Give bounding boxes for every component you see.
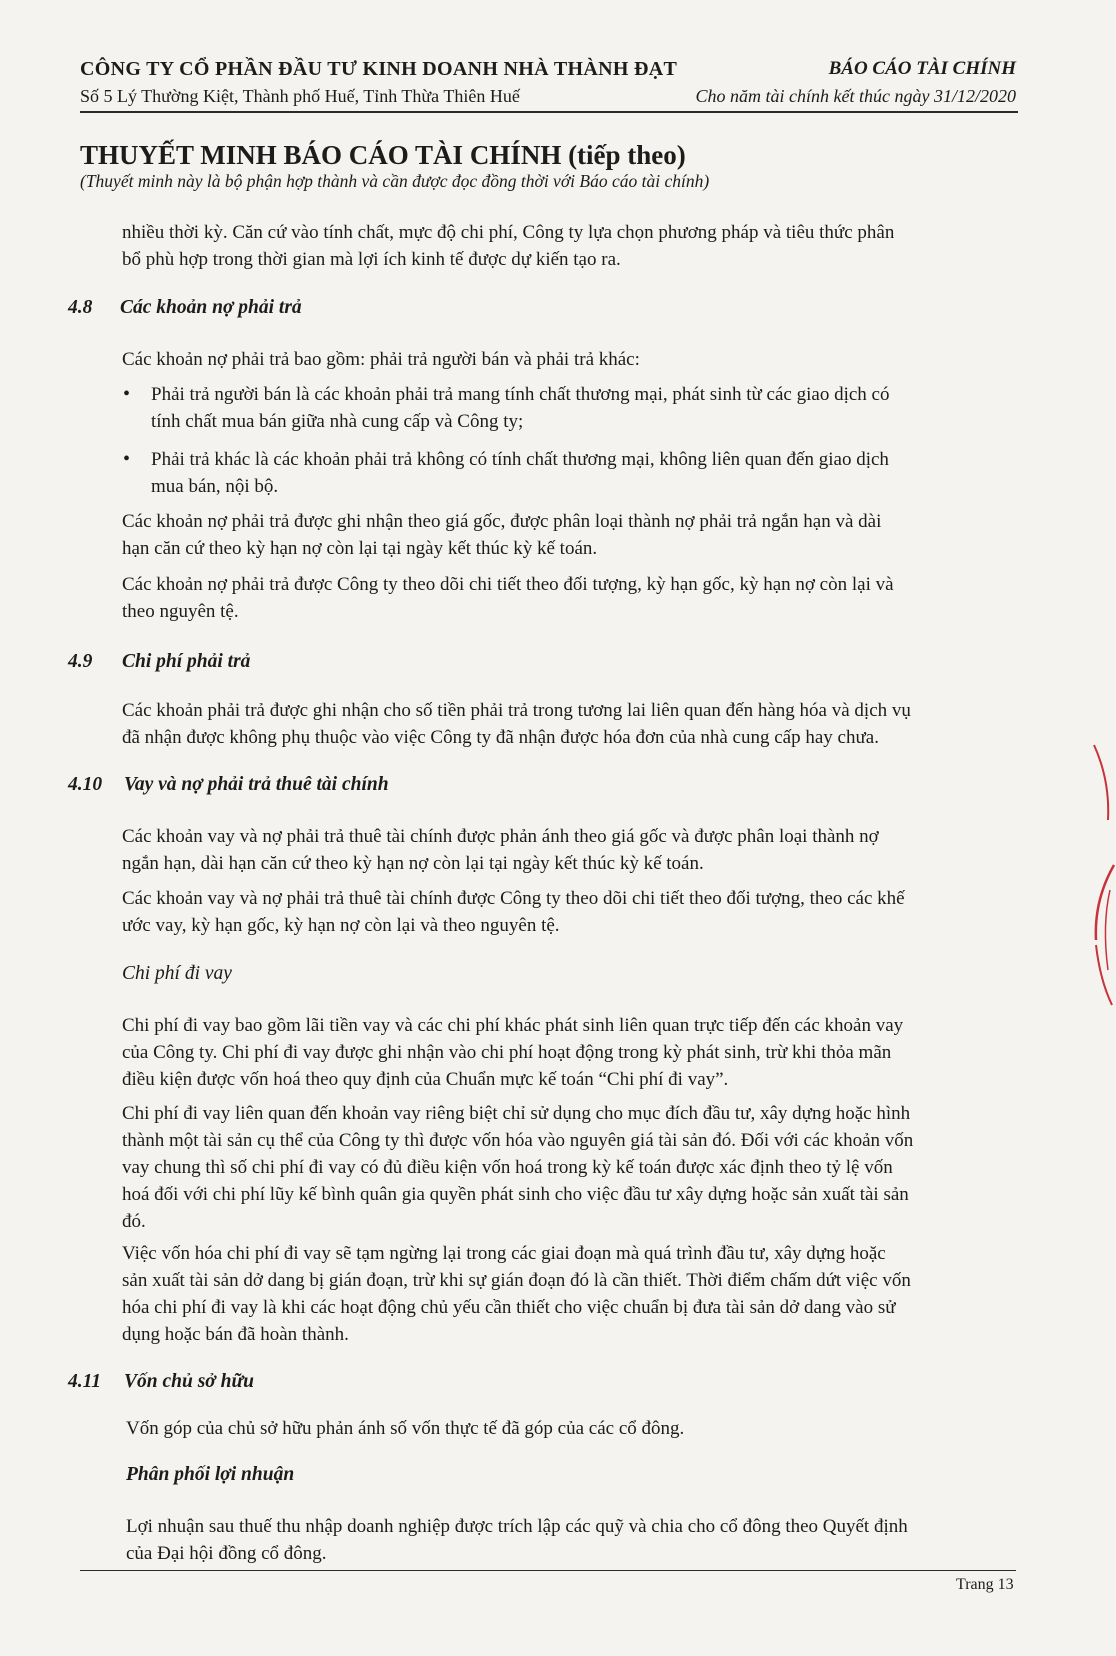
footer-divider [80,1570,1016,1571]
s48-bullet-1-line-1: Phải trả người bán là các khoản phải trả mang tính chất thương mại, phát sinh từ các giao dịch có [151,384,890,405]
company-name: CÔNG TY CỔ PHẦN ĐẦU TƯ KINH DOANH NHÀ THÀNH ĐẠT [80,58,678,80]
page-number: Trang 13 [956,1576,1014,1593]
s410-para-4-line-2: thành một tài sản cụ thể của Công ty thì được vốn hóa vào nguyên giá tài sản đó. Đối với các khoản vốn [122,1130,914,1151]
s410-para-2-line-1: Các khoản vay và nợ phải trả thuê tài chính được Công ty theo dõi chi tiết theo đối tượng, theo các khế [122,888,905,909]
s48-para-3-line-2: theo nguyên tệ. [122,601,239,622]
section-4-8-title: Các khoản nợ phải trả [120,297,302,318]
s48-bullet-2-line-2: mua bán, nội bộ. [151,476,279,497]
s49-para-line-2: đã nhận được không phụ thuộc vào việc Công ty đã nhận được hóa đơn của nhà cung cấp hay chưa. [122,727,879,748]
s410-para-5-line-2: sản xuất tài sản dở dang bị gián đoạn, trừ khi sự gián đoạn đó là cần thiết. Thời điểm chấm dứt việc vốn [122,1270,911,1291]
section-4-11-number: 4.11 [68,1371,102,1392]
section-4-10-title: Vay và nợ phải trả thuê tài chính [124,774,389,795]
report-title: BÁO CÁO TÀI CHÍNH [828,58,1016,79]
document-title: THUYẾT MINH BÁO CÁO TÀI CHÍNH (tiếp theo) [80,140,686,170]
intro-line-1: nhiều thời kỳ. Căn cứ vào tính chất, mực độ chi phí, Công ty lựa chọn phương pháp và tiêu thức phân [122,222,895,243]
s48-para-2-line-2: hạn căn cứ theo kỳ hạn nợ còn lại tại ngày kết thúc kỳ kế toán. [122,538,598,559]
s48-para-2-line-1: Các khoản nợ phải trả được ghi nhận theo giá gốc, được phân loại thành nợ phải trả ngắn hạn và dài [122,511,882,532]
s410-para-1-line-2: ngắn hạn, dài hạn căn cứ theo kỳ hạn nợ còn lại tại ngày kết thúc kỳ kế toán. [122,853,704,874]
header-row-top [80,58,1016,81]
company-address: Số 5 Lý Thường Kiệt, Thành phố Huế, Tỉnh Thừa Thiên Huế [80,86,520,106]
document-subtitle: (Thuyết minh này là bộ phận hợp thành và cần được đọc đồng thời với Báo cáo tài chính) [80,171,710,191]
s49-para-line-1: Các khoản phải trả được ghi nhận cho số tiền phải trả trong tương lai liên quan đến hàng hóa và dịch vụ [122,700,911,721]
bullet-icon: • [123,448,131,470]
s410-para-4-line-3: vay chung thì số chi phí đi vay có đủ điều kiện vốn hoá trong kỳ kế toán được xác định theo tỷ lệ vốn [122,1157,893,1178]
section-4-9-number: 4.9 [68,651,93,672]
subheading-profit-distribution: Phân phối lợi nhuận [126,1464,295,1485]
s410-para-5-line-1: Việc vốn hóa chi phí đi vay sẽ tạm ngừng lại trong các giai đoạn mà quá trình đầu tư, xây dựng hoặc [122,1243,886,1264]
section-4-11-title: Vốn chủ sở hữu [124,1371,254,1392]
s48-bullet-2-line-1: Phải trả khác là các khoản phải trả không có tính chất thương mại, không liên quan đến giao dịch [151,449,889,470]
bullet-icon: • [123,383,131,405]
s410-para-3-line-2: của Công ty. Chi phí đi vay được ghi nhận vào chi phí hoạt động trong kỳ phát sinh, trừ khi thỏa mãn [122,1042,892,1063]
section-4-9-title: Chi phí phải trả [122,651,251,672]
s410-para-3-line-3: điều kiện được vốn hoá theo quy định của Chuẩn mực kế toán “Chi phí đi vay”. [122,1069,729,1090]
s411-para-2-line-1: Lợi nhuận sau thuế thu nhập doanh nghiệp được trích lập các quỹ và chia cho cổ đông theo Quyết định [126,1516,908,1537]
s410-para-5-line-4: dụng hoặc bán đã hoàn thành. [122,1324,349,1345]
s410-para-5-line-3: hóa chi phí đi vay là khi các hoạt động chủ yếu cần thiết cho việc chuẩn bị đưa tài sản dở dang vào sử [122,1297,896,1318]
s411-para-2-line-2: của Đại hội đồng cổ đông. [126,1543,327,1564]
header-row-bottom [80,86,1016,107]
section-4-10-number: 4.10 [68,774,103,795]
company-seal-partial [1090,740,1116,1070]
fiscal-period: Cho năm tài chính kết thúc ngày 31/12/2020 [695,86,1016,106]
s410-para-2-line-2: ước vay, kỳ hạn gốc, kỳ hạn nợ còn lại và theo nguyên tệ. [122,915,560,936]
section-4-8-number: 4.8 [68,297,93,318]
s48-bullet-1-line-2: tính chất mua bán giữa nhà cung cấp và Công ty; [151,411,524,432]
s410-para-4-line-1: Chi phí đi vay liên quan đến khoản vay riêng biệt chỉ sử dụng cho mục đích đầu tư, xây dựng hoặc hình [122,1103,911,1124]
header-divider [80,111,1018,113]
subheading-borrowing-costs: Chi phí đi vay [122,963,232,984]
s410-para-3-line-1: Chi phí đi vay bao gồm lãi tiền vay và các chi phí khác phát sinh liên quan trực tiếp đến các khoản vay [122,1015,904,1036]
s411-para-1: Vốn góp của chủ sở hữu phản ánh số vốn thực tế đã góp của các cổ đông. [126,1418,685,1439]
s410-para-4-line-5: đó. [122,1211,146,1232]
s410-para-1-line-1: Các khoản vay và nợ phải trả thuê tài chính được phản ánh theo giá gốc và được phân loại thành nợ [122,826,879,847]
intro-line-2: bổ phù hợp trong thời gian mà lợi ích kinh tế được dự kiến tạo ra. [122,249,621,270]
s48-intro: Các khoản nợ phải trả bao gồm: phải trả người bán và phải trả khác: [122,349,640,370]
s48-para-3-line-1: Các khoản nợ phải trả được Công ty theo dõi chi tiết theo đối tượng, kỳ hạn gốc, kỳ hạn nợ còn lại và [122,574,894,595]
s410-para-4-line-4: hoá đối với chi phí lũy kế bình quân gia quyền phát sinh cho việc đầu tư xây dựng hoặc sản xuất tài sản [122,1184,909,1205]
